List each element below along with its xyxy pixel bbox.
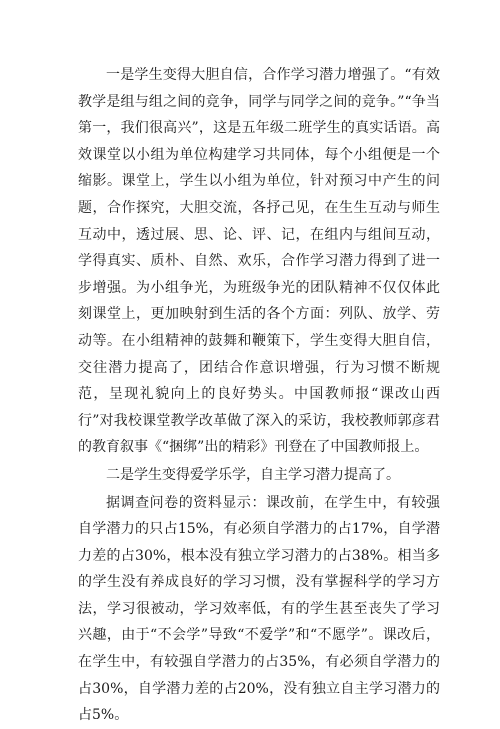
paragraph-self-learning-heading: 二是学生变得爱学乐学，自主学习潜力提高了。 (106, 466, 400, 483)
paragraph-survey-data: 据调查问卷的资料显示：课改前，在学生中，有较强自学潜力的只占15%，有必须自学潜力的占17%，自学潜力差的占30%，根本没有独立学习潜力的占38%。相当多的学生没有养成良好的学习习惯，没有掌握科学的学习方法，学习很被动，学习效率低，有的学生甚至丧失了学习兴趣，由于“不会学”导致“不爱学”和“不愿学”。课改后，在学生中，有较强自学潜力的占35%，有必须自学潜力的占30%，自学潜力差的占20%，没有独立自主学习潜力的占5%。 (78, 494, 440, 724)
document-body (78, 62, 440, 729)
paragraph-cooperative-learning: 一是学生变得大胆自信，合作学习潜力增强了。“有效教学是组与组之间的竞争，同学与同学之间的竞争。”“争当第一，我们很高兴”，这是五年级二班学生的真实话语。高效课堂以小组为单位构建学习共同体，每个小组便是一个缩影。课堂上，学生以小组为单位，针对预习中产生的问题，合作探究，大胆交流，各抒己见，在生生互动与师生互动中，透过展、思、论、评、记，在组内与组间互动，学得真实、质朴、自然、欢乐，合作学习潜力得到了进一步增强。为小组争光，为班级争光的团队精神不仅仅体此刻课堂上，更加映射到生活的各个方面：列队、放学、劳动等。在小组精神的鼓舞和鞭策下，学生变得大胆自信，交往潜力提高了，团结合作意识增强，行为习惯不断规范，呈现礼貌向上的良好势头。中国教师报“课改山西行”对我校课堂教学改革做了深入的采访，我校教师郭彦君的教育叙事《“捆绑”出的精彩》刊登在了中国教师报上。 (78, 67, 440, 456)
